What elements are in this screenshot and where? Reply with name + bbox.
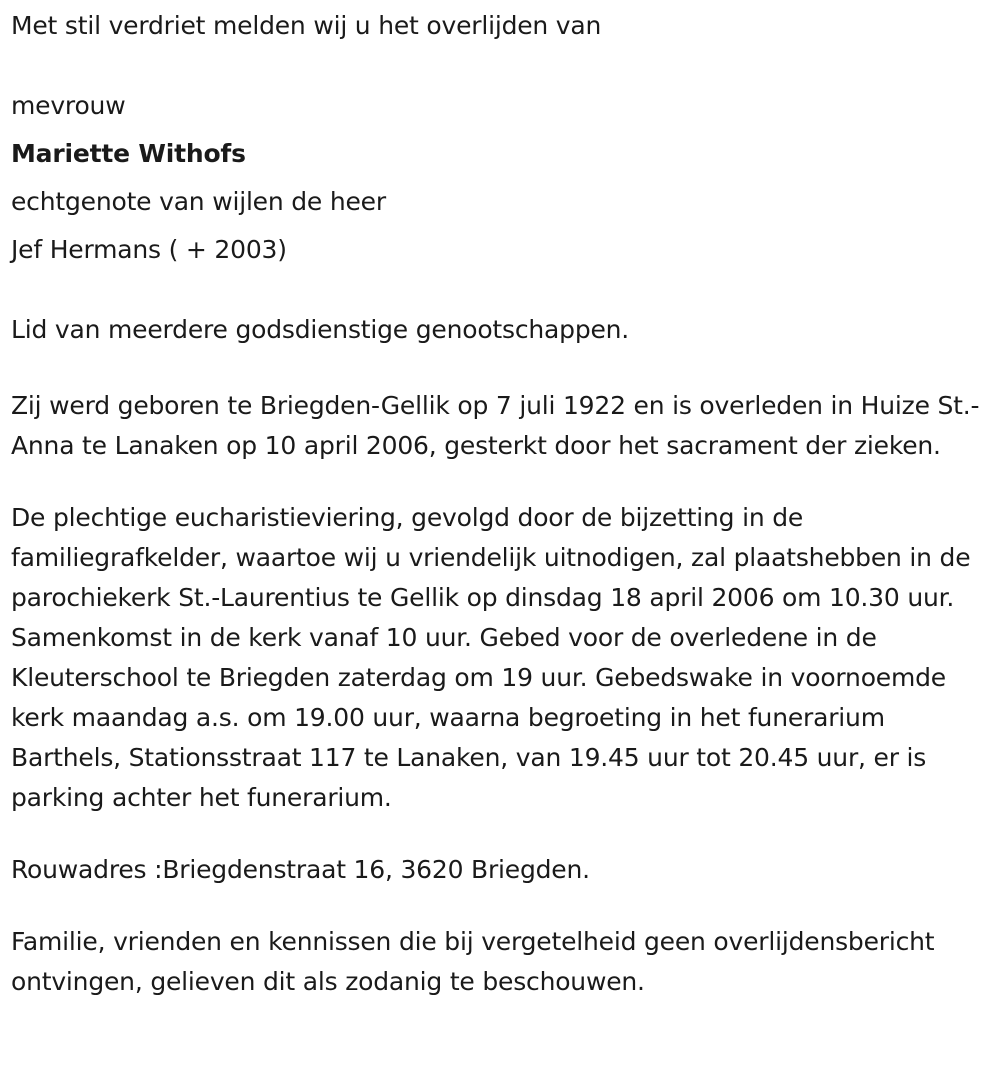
ceremony-paragraph: De plechtige eucharistieviering, gevolgd door de bijzetting in de familiegrafkelder, waartoe wij u vriendelijk uitnodigen, zal plaatshebben in de parochiekerk St.-Laurentius te Gellik op dinsdag 18 april 2006 om 10.30 uur. Samenkomst in de kerk vanaf 10 uur. Gebed voor de overledene in de Kleuterschool te Briegden zaterdag om 19 uur. Gebedswake in voornoemde kerk maandag a.s. om 19.00 uur, waarna begroeting in het funerarium Barthels, Stationsstraat 117 te Lanaken, van 19.45 uur tot 20.45 uur, er is parking achter het funerarium. <box>11 503 971 812</box>
deceased-title: mevrouw <box>11 91 126 120</box>
deceased-name: Mariette Withofs <box>11 139 246 168</box>
closing-paragraph: Familie, vrienden en kennissen die bij vergetelheid geen overlijdensbericht ontvingen, gelieven dit als zodanig te beschouwen. <box>11 927 935 996</box>
membership-paragraph: Lid van meerdere godsdienstige genootschappen. <box>11 315 630 344</box>
relation-line: echtgenote van wijlen de heer <box>11 187 386 216</box>
birth-death-paragraph: Zij werd geboren te Briegden-Gellik op 7 juli 1922 en is overleden in Huize St.-Anna te Lanaken op 10 april 2006, gesterkt door het sacrament der zieken. <box>11 391 980 460</box>
obituary-notice <box>0 2 1000 1088</box>
spouse-line: Jef Hermans ( + 2003) <box>11 235 287 264</box>
intro-line: Met stil verdriet melden wij u het overlijden van <box>11 11 602 40</box>
address-paragraph: Rouwadres :Briegdenstraat 16, 3620 Briegden. <box>11 855 590 884</box>
